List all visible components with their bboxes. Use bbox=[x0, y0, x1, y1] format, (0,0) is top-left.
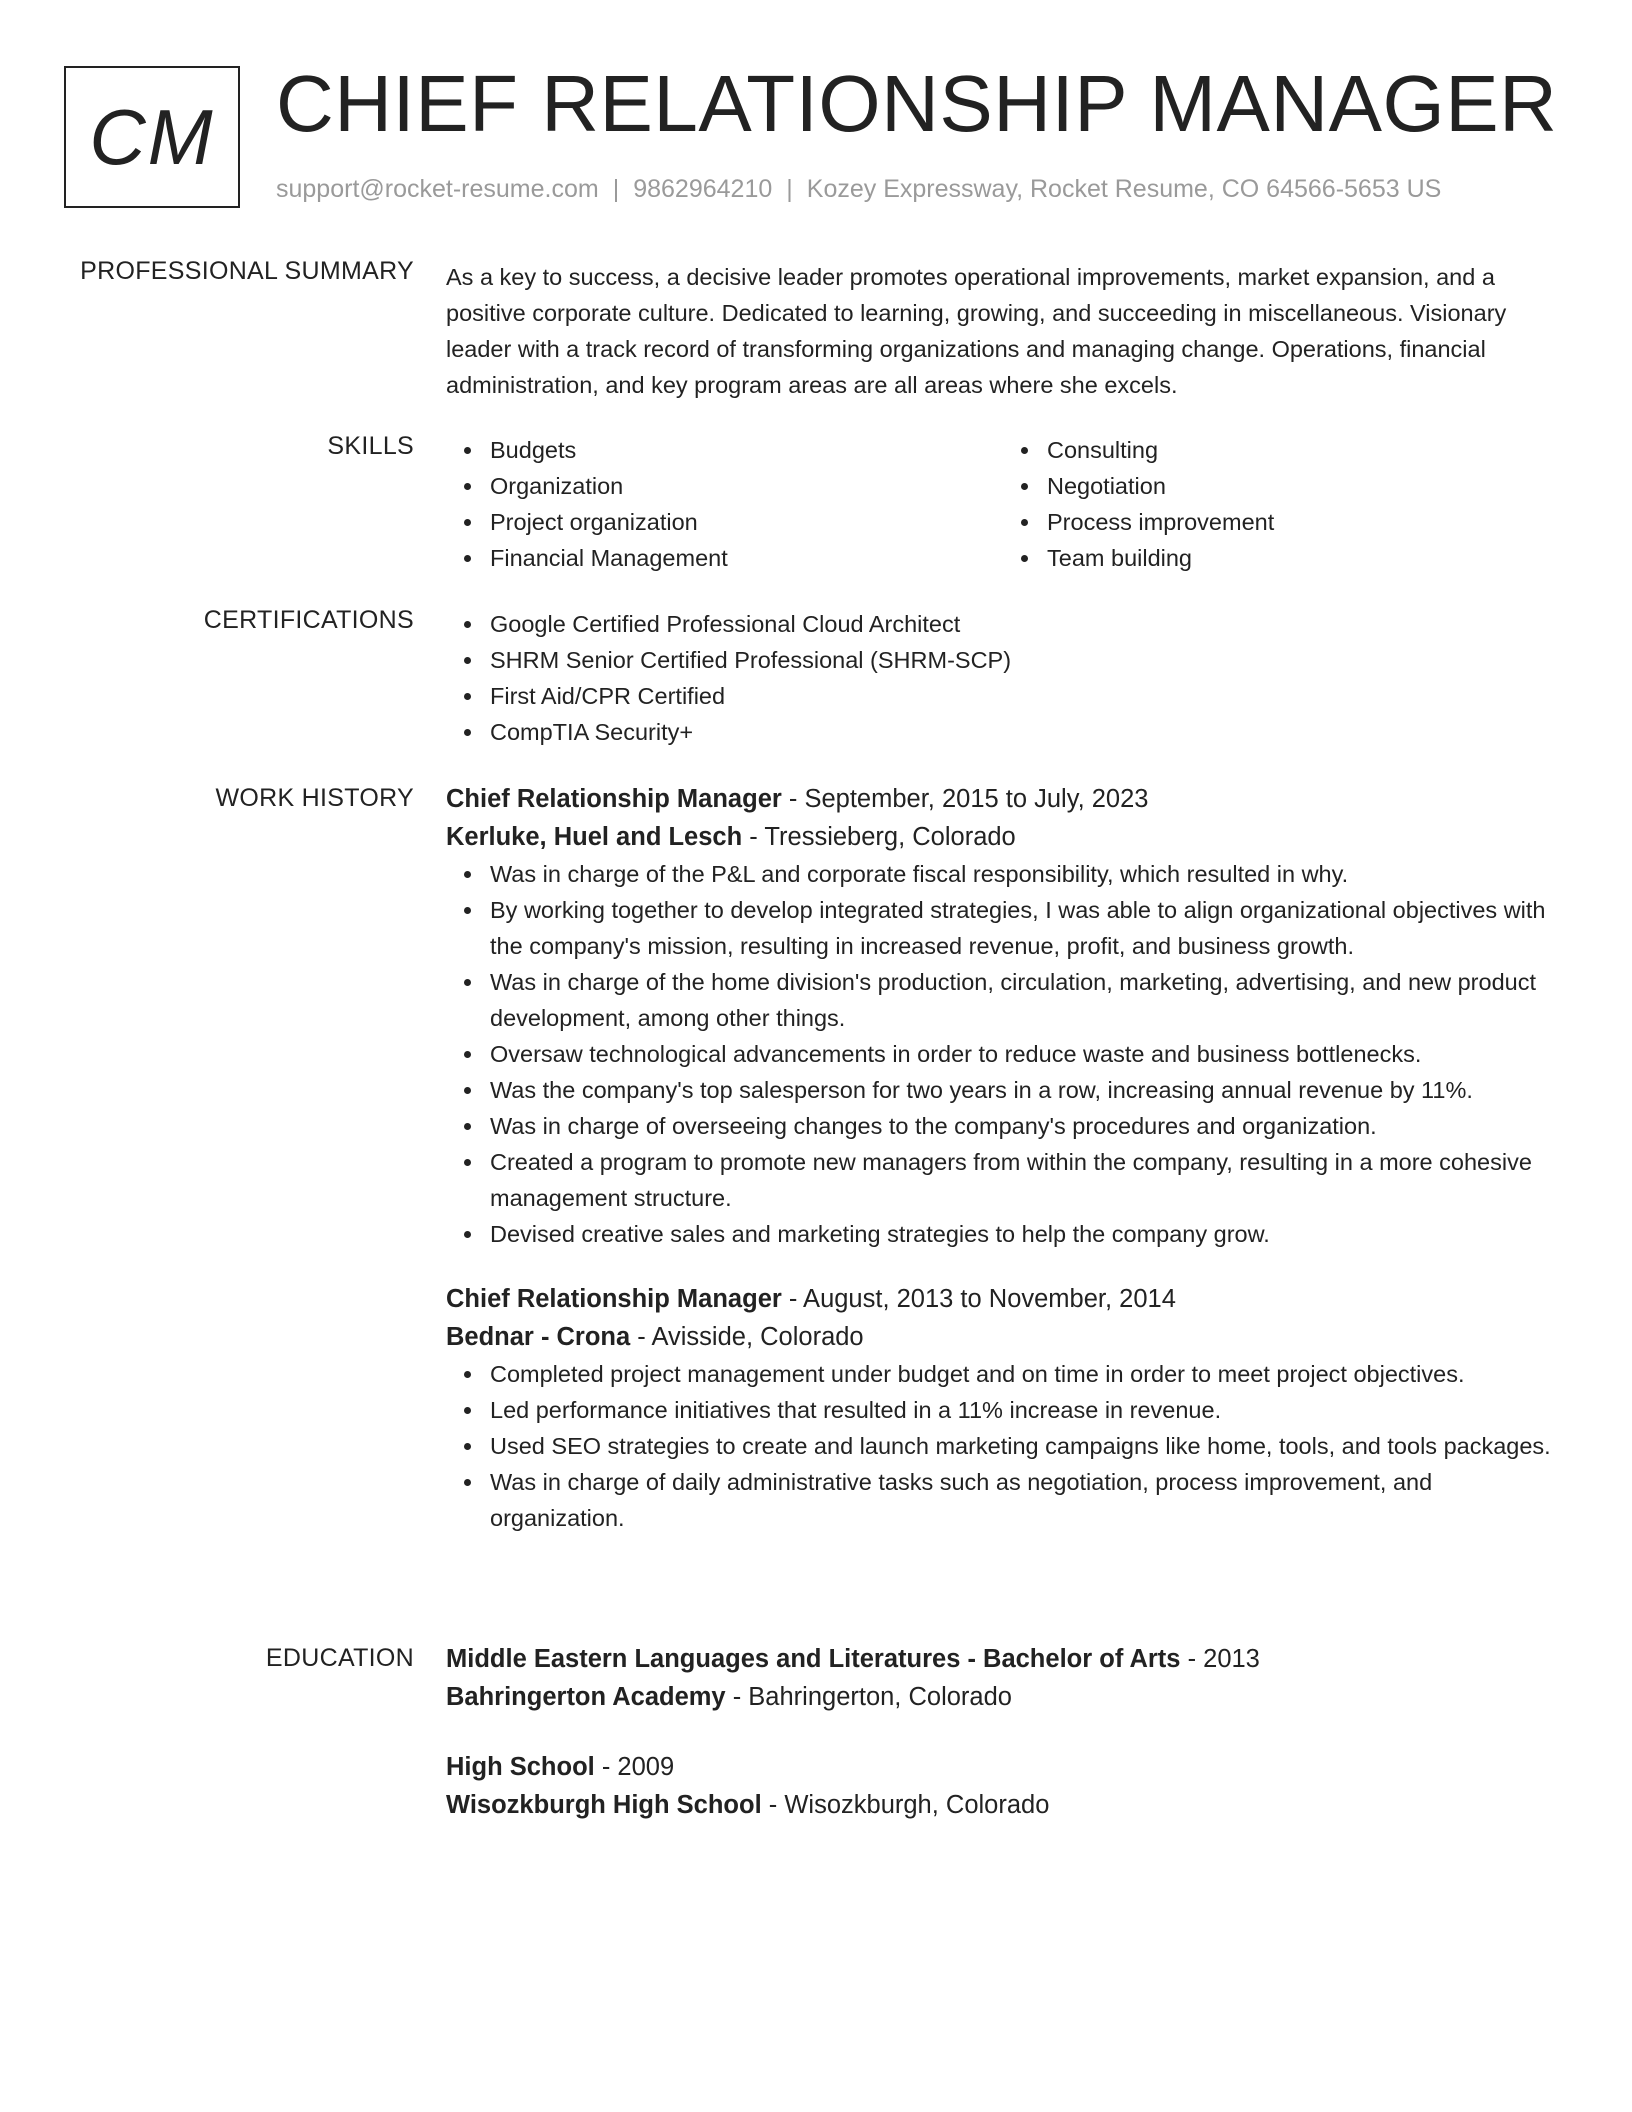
job-entry bbox=[446, 780, 1560, 1252]
job-company-line bbox=[446, 1318, 1560, 1356]
job-company: Bednar - Crona bbox=[446, 1323, 631, 1351]
skill-item: Team building bbox=[1047, 540, 1560, 576]
job-bullet: Was the company's top salesperson for two years in a row, increasing annual revenue by 11%. bbox=[490, 1072, 1560, 1108]
education-body bbox=[446, 1640, 1560, 1824]
job-bullet: Was in charge of the P&L and corporate fiscal responsibility, which resulted in why. bbox=[490, 856, 1560, 892]
skills-column-2 bbox=[1003, 432, 1560, 576]
certifications-body bbox=[446, 606, 1560, 750]
monogram-initials: CM bbox=[89, 92, 215, 181]
summary-body bbox=[446, 259, 1560, 403]
job-bullet: Was in charge of daily administrative tasks such as negotiation, process improvement, and organization. bbox=[490, 1464, 1560, 1536]
contact-email[interactable]: support@rocket-resume.com bbox=[276, 175, 599, 203]
contact-line bbox=[276, 175, 1441, 204]
certification-item: CompTIA Security+ bbox=[490, 714, 1560, 750]
job-bullet: Was in charge of the home division's production, circulation, marketing, advertising, and new product development, among other things. bbox=[490, 964, 1560, 1036]
job-title: Chief Relationship Manager bbox=[446, 785, 782, 813]
skill-item: Project organization bbox=[490, 504, 1003, 540]
work-history-heading: WORK HISTORY bbox=[215, 784, 414, 812]
education-degree: Middle Eastern Languages and Literatures - Bachelor of Arts bbox=[446, 1645, 1181, 1673]
skills-body bbox=[446, 432, 1560, 576]
skill-item: Organization bbox=[490, 468, 1003, 504]
job-bullet: Was in charge of overseeing changes to the company's procedures and organization. bbox=[490, 1108, 1560, 1144]
certification-item: Google Certified Professional Cloud Architect bbox=[490, 606, 1560, 642]
summary-heading: PROFESSIONAL SUMMARY bbox=[80, 257, 414, 285]
education-school: Bahringerton Academy bbox=[446, 1683, 726, 1711]
certifications-heading: CERTIFICATIONS bbox=[203, 606, 414, 634]
job-bullets bbox=[446, 1356, 1560, 1536]
skill-item: Consulting bbox=[1047, 432, 1560, 468]
job-dates: - September, 2015 to July, 2023 bbox=[788, 785, 1149, 813]
education-school: Wisozkburgh High School bbox=[446, 1791, 762, 1819]
education-heading: EDUCATION bbox=[265, 1644, 414, 1672]
job-entry bbox=[446, 1280, 1560, 1536]
contact-separator: | bbox=[786, 175, 793, 203]
skill-item: Process improvement bbox=[1047, 504, 1560, 540]
skill-item: Negotiation bbox=[1047, 468, 1560, 504]
education-location: - Wisozkburgh, Colorado bbox=[768, 1791, 1050, 1819]
job-title-line bbox=[446, 780, 1560, 818]
education-degree: High School bbox=[446, 1753, 595, 1781]
resume-title: CHIEF RELATIONSHIP MANAGER bbox=[276, 59, 1558, 148]
education-school-line bbox=[446, 1678, 1560, 1716]
certification-item: First Aid/CPR Certified bbox=[490, 678, 1560, 714]
education-location: - Bahringerton, Colorado bbox=[732, 1683, 1012, 1711]
job-location: - Tressieberg, Colorado bbox=[749, 823, 1016, 851]
monogram-box bbox=[64, 66, 240, 208]
contact-phone[interactable]: 9862964210 bbox=[633, 175, 773, 203]
education-entry bbox=[446, 1748, 1560, 1824]
summary-text: As a key to success, a decisive leader promotes operational improvements, market expansion, and a positive corporate culture. Dedicated to learning, growing, and succeeding in miscellaneous. Visionary leader with a track record of transforming organizations and managing change. Operations, financial administration, and key program areas are all areas where she excels. bbox=[446, 264, 1507, 398]
certification-item: SHRM Senior Certified Professional (SHRM-SCP) bbox=[490, 642, 1560, 678]
education-year: - 2013 bbox=[1187, 1645, 1260, 1673]
job-dates: - August, 2013 to November, 2014 bbox=[788, 1285, 1176, 1313]
job-bullet: Devised creative sales and marketing strategies to help the company grow. bbox=[490, 1216, 1560, 1252]
education-school-line bbox=[446, 1786, 1560, 1824]
job-bullet: Led performance initiatives that resulted in a 11% increase in revenue. bbox=[490, 1392, 1560, 1428]
job-title-line bbox=[446, 1280, 1560, 1318]
job-bullets bbox=[446, 856, 1560, 1252]
job-location: - Avisside, Colorado bbox=[637, 1323, 864, 1351]
job-bullet: By working together to develop integrated strategies, I was able to align organizational objectives with the company's mission, resulting in increased revenue, profit, and business growth. bbox=[490, 892, 1560, 964]
job-title: Chief Relationship Manager bbox=[446, 1285, 782, 1313]
job-company-line bbox=[446, 818, 1560, 856]
job-bullet: Oversaw technological advancements in order to reduce waste and business bottlenecks. bbox=[490, 1036, 1560, 1072]
work-history-body bbox=[446, 780, 1560, 1536]
education-degree-line bbox=[446, 1748, 1560, 1786]
skill-item: Budgets bbox=[490, 432, 1003, 468]
contact-address: Kozey Expressway, Rocket Resume, CO 64566-5653 US bbox=[806, 175, 1442, 203]
contact-separator: | bbox=[612, 175, 620, 203]
job-bullet: Completed project management under budget and on time in order to meet project objectives. bbox=[490, 1356, 1560, 1392]
job-company: Kerluke, Huel and Lesch bbox=[446, 823, 743, 851]
job-bullet: Used SEO strategies to create and launch marketing campaigns like home, tools, and tools packages. bbox=[490, 1428, 1560, 1464]
skills-heading: SKILLS bbox=[327, 432, 414, 460]
education-entry bbox=[446, 1640, 1560, 1716]
education-degree-line bbox=[446, 1640, 1560, 1678]
certifications-list bbox=[446, 606, 1560, 750]
job-bullet: Created a program to promote new managers from within the company, resulting in a more cohesive management structure. bbox=[490, 1144, 1560, 1216]
education-year: - 2009 bbox=[601, 1753, 675, 1781]
skill-item: Financial Management bbox=[490, 540, 1003, 576]
skills-column-1 bbox=[446, 432, 1003, 576]
